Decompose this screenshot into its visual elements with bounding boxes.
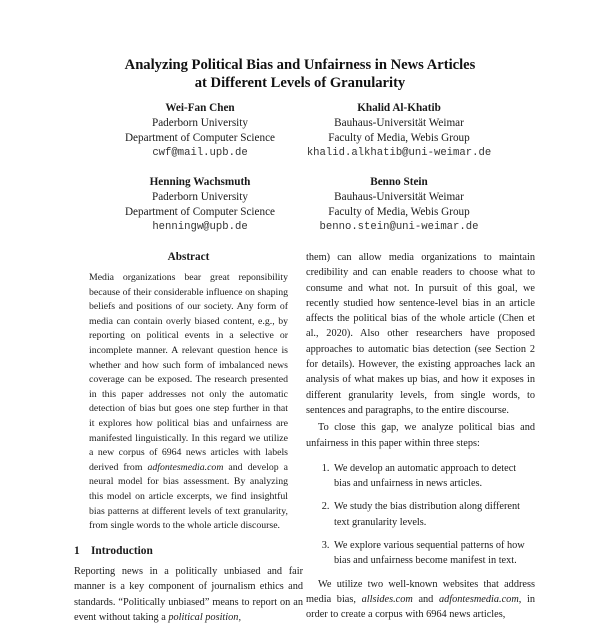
abstract-text (74, 271, 303, 534)
author-department: Faculty of Media, Webis Group (328, 132, 470, 144)
author-affiliation: Paderborn University (151, 191, 248, 203)
website-name: allsides.com (361, 593, 413, 605)
author-block (279, 175, 519, 235)
author-block (279, 101, 519, 161)
abstract-text-part: and develop a neural model for bias assessment. By analyzing this model on article excerpts, we find insightful bias patterns at different levels of text granularity, from single words to the whole article discourse. (89, 461, 288, 532)
text-part: We utilize two well-known websites that address media bias, (306, 578, 535, 605)
intro-text-part: Reporting news in a politically unbiased and fair manner is a key component of journalism ethics and standards. “Politically unbiased” means to report on an event without taking a (74, 565, 303, 623)
author-name: Khalid Al-Khatib (357, 102, 441, 114)
intro-emphasis: political position, (168, 611, 242, 623)
paper-title (0, 56, 600, 92)
text-part: and (412, 593, 439, 605)
list-item: 2. We study the bias distribution along different text granularity levels. (332, 499, 535, 530)
author-affiliation: Bauhaus-Universität Weimar (334, 191, 464, 203)
contribution-list (306, 461, 535, 569)
paragraph: To close this gap, we analyze political bias and unfairness in this paper within three steps: (306, 422, 535, 449)
author-department: Department of Computer Science (124, 132, 276, 144)
abstract-link-text: adfontesmedia.com (147, 461, 224, 473)
abstract-heading: Abstract (167, 251, 210, 263)
author-name: Henning Wachsmuth (149, 176, 251, 188)
list-item: 3. We explore various sequential patterns of how bias and unfairness become manifest in text. (332, 538, 535, 569)
author-email: cwf@mail.upb.de (152, 147, 248, 159)
author-name: Benno Stein (370, 176, 428, 188)
website-name: adfontesmedia.com (438, 593, 519, 605)
author-email: khalid.alkhatib@uni-weimar.de (306, 147, 492, 159)
author-email: benno.stein@uni-weimar.de (319, 221, 479, 233)
author-department: Department of Computer Science (124, 206, 276, 218)
section-heading-introduction (74, 544, 303, 559)
right-column (306, 250, 535, 623)
left-column (74, 250, 303, 625)
section-title: Introduction (91, 544, 153, 557)
list-item: 1. We develop an automatic approach to detect bias and unfairness in news articles. (332, 461, 535, 492)
abstract-text-part: Media organizations bear great reponsibility because of their considerable influence on shaping beliefs and positions of our society. Any form of media can contain overly biased content, e.g., by reporting on political events in a selective or incomplete manner. A relevant question hence is whether and how such form of imbalanced news coverage can be exposed. The research presented in this paper addresses not only the automatic detection of bias but goes one step further in that it explores how political bias and unfairness are manifested linguistically. In this regard we utilize a new corpus of 6964 news articles with labels derived from (89, 272, 288, 473)
text-part: , in order to create a corpus with 6964 news articles, (306, 593, 535, 621)
author-email: henningw@upb.de (152, 221, 248, 233)
title-line-1: Analyzing Political Bias and Unfairness in News Articles (124, 57, 476, 73)
author-affiliation: Bauhaus-Universität Weimar (334, 117, 464, 129)
title-line-2: at Different Levels of Granularity (194, 75, 406, 91)
section-number: 1 (74, 544, 80, 557)
author-affiliation: Paderborn University (151, 117, 248, 129)
author-name: Wei-Fan Chen (165, 102, 235, 114)
intro-paragraph (74, 564, 303, 625)
paragraph: them) can allow media organizations to maintain credibility and can enable readers to choose what to consume and what not. In pursuit of this goal, we recently studied how sentence-level bias in an article affects the political bias of the whole article (Chen et al., 2020). Also other researchers have proposed approaches to automatic bias detection (see Section 2 for details). However, the existing approaches lack an analysis of what makes up bias, and how it exposes in different granularity levels, from single words, to sentences and paragraphs, to the entire discourse. (306, 252, 535, 416)
author-department: Faculty of Media, Webis Group (328, 206, 470, 218)
